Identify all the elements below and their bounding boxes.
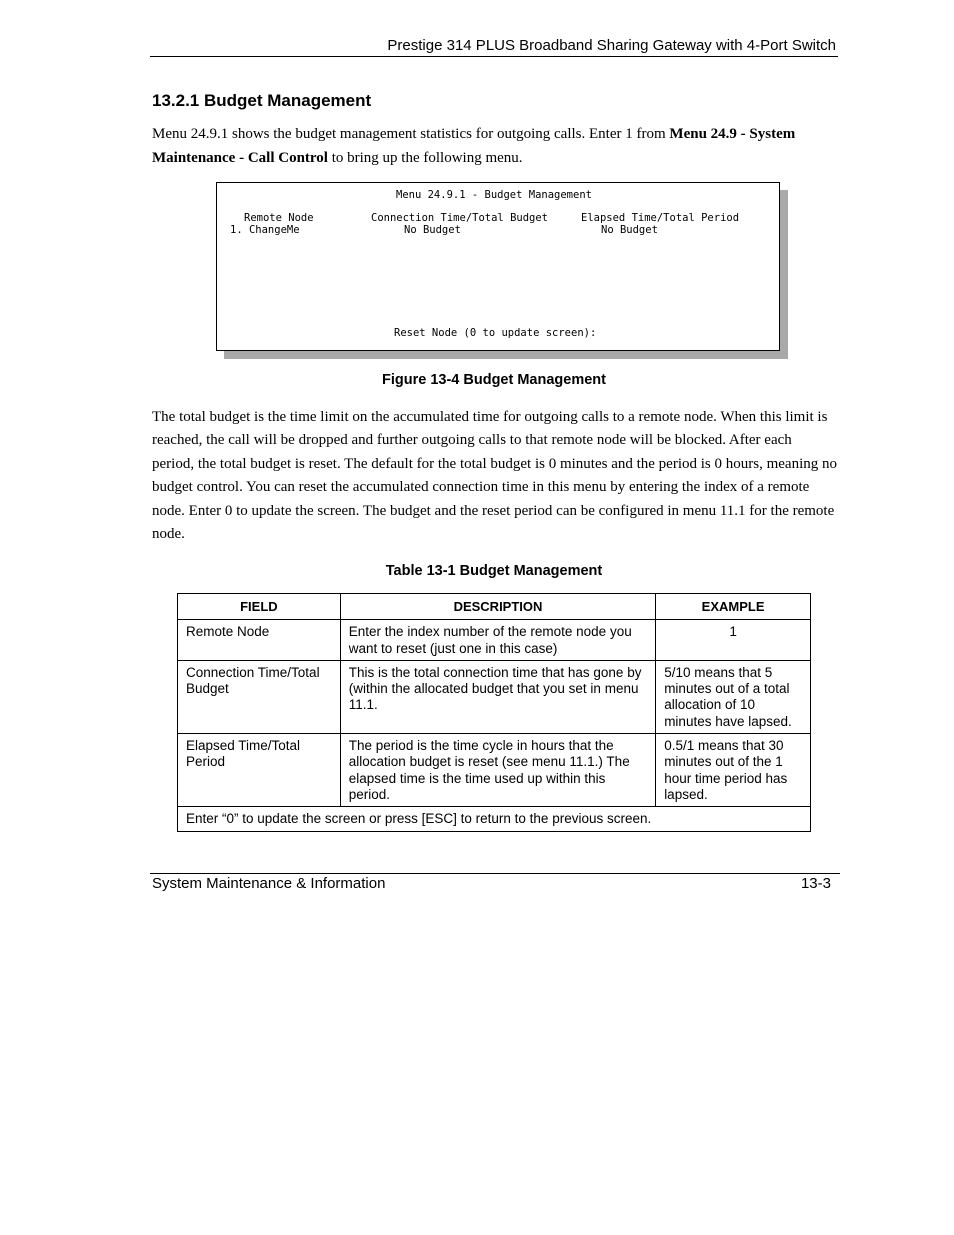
- budget-table: [177, 593, 811, 832]
- table-cell-description: Enter the index number of the remote node you want to reset (just one in this case): [340, 620, 655, 661]
- terminal-figure: [216, 182, 780, 351]
- table-footer-row: [178, 807, 811, 831]
- table-row: [178, 734, 811, 807]
- intro-text-2: to bring up the following menu.: [327, 150, 523, 166]
- table-header-row: [178, 594, 811, 620]
- table-caption: Table 13-1 Budget Management: [385, 563, 603, 579]
- terminal-col-elapsed: Elapsed Time/Total Period: [581, 212, 740, 224]
- terminal-row-elapsed: No Budget: [601, 224, 658, 236]
- footer-rule: [150, 873, 840, 874]
- table-cell-example: 5/10 means that 5 minutes out of a total allocation of 10 minutes have lapsed.: [656, 660, 811, 733]
- terminal-col-remote-node: Remote Node: [244, 212, 314, 224]
- table-header-field: FIELD: [178, 594, 341, 620]
- table-header-description: DESCRIPTION: [340, 594, 655, 620]
- table-cell-example: 0.5/1 means that 30 minutes out of the 1 hour time period has lapsed.: [656, 734, 811, 807]
- figure-caption: Figure 13-4 Budget Management: [382, 372, 606, 388]
- table-cell-field: Connection Time/Total Budget: [178, 660, 341, 733]
- table-cell-field: Elapsed Time/Total Period: [178, 734, 341, 807]
- table-row: [178, 620, 811, 661]
- table-cell-example: 1: [656, 620, 811, 661]
- section-title: 13.2.1 Budget Management: [152, 91, 372, 110]
- table-footer-note: Enter “0” to update the screen or press [ESC] to return to the previous screen.: [178, 807, 811, 831]
- terminal-title: Menu 24.9.1 - Budget Management: [396, 189, 592, 201]
- table-cell-description: This is the total connection time that has gone by (within the allocated budget that you set in menu 11.1.: [340, 660, 655, 733]
- intro-text-1: Menu 24.9.1 shows the budget management statistics for outgoing calls. Enter 1 from: [152, 126, 670, 142]
- table-cell-description: The period is the time cycle in hours that the allocation budget is reset (see menu 11.1.) The elapsed time is the time used up within this period.: [340, 734, 655, 807]
- table-cell-field: Remote Node: [178, 620, 341, 661]
- header-rule: [150, 56, 838, 57]
- table-header-example: EXAMPLE: [656, 594, 811, 620]
- running-header: Prestige 314 PLUS Broadband Sharing Gateway with 4-Port Switch: [387, 37, 836, 54]
- terminal-screen: [216, 182, 780, 351]
- terminal-row-connection: No Budget: [404, 224, 461, 236]
- footer-page-number: 13-3: [800, 875, 831, 892]
- terminal-prompt: Reset Node (0 to update screen):: [394, 327, 597, 339]
- terminal-row-node: 1. ChangeMe: [230, 224, 300, 236]
- terminal-col-connection: Connection Time/Total Budget: [371, 212, 549, 224]
- table-row: [178, 660, 811, 733]
- body-paragraph: The total budget is the time limit on the accumulated time for outgoing calls to a remote node. When this limit is reached, the call will be dropped and further outgoing calls to that remote node will be blocked. After each period, the total budget is reset. The default for the total budget is 0 minutes and the period is 0 hours, meaning no budget control. You can reset the accumulated connection time in this menu by entering the index of a remote node. Enter 0 to update the screen. The budget and the reset period can be configured in menu 11.1 for the remote node.: [152, 409, 837, 543]
- intro-paragraph: [152, 122, 837, 170]
- footer-chapter-title: System Maintenance & Information: [152, 875, 386, 892]
- intro-menu-reference: Menu 24.9 - System Maintenance - Call Control: [152, 126, 796, 166]
